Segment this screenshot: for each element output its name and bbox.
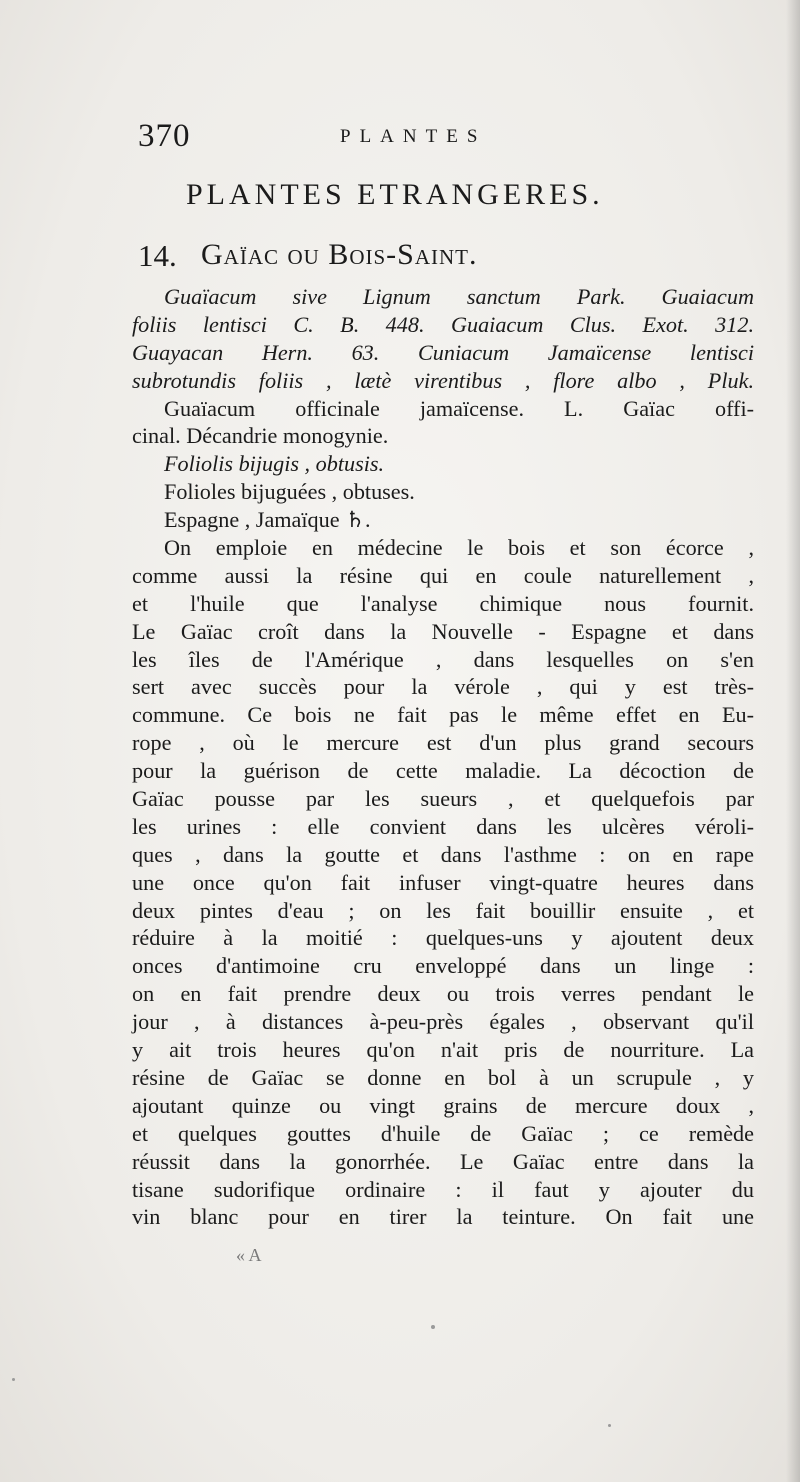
entry-number: 14. — [138, 238, 177, 273]
body-line: commune. Ce bois ne fait pas le même effet en Eu- — [132, 702, 754, 728]
body-line: ajoutant quinze ou vingt grains de mercure doux , — [132, 1092, 754, 1118]
paper-speck — [608, 1424, 611, 1427]
section-title: PLANTES ETRANGERES. — [186, 178, 604, 211]
body-line: deux pintes d'eau ; on les fait bouillir ensuite , et — [132, 897, 754, 923]
body-line: sert avec succès pour la vérole , qui y est très- — [132, 674, 754, 700]
paper-speck — [12, 1378, 15, 1381]
page-number: 370 — [138, 118, 191, 154]
catchword: « A — [236, 1245, 262, 1265]
body-line: comme aussi la résine qui en coule naturellement , — [132, 562, 754, 588]
running-title: PLANTES — [340, 126, 487, 147]
body-line: réussit dans la gonorrhée. Le Gaïac entre dans la — [132, 1148, 754, 1174]
page-edge-shadow — [786, 0, 800, 1482]
body-line: on en fait prendre deux ou trois verres pendant le — [132, 981, 754, 1007]
body-line: les urines : elle convient dans les ulcères véroli- — [132, 813, 754, 839]
body-line: résine de Gaïac se donne en bol à un scrupule , y — [132, 1064, 754, 1090]
body-line: cinal. Décandrie monogynie. — [132, 423, 389, 449]
body-line: Folioles bijuguées , obtuses. — [164, 479, 415, 505]
body-line: réduire à la moitié : quelques-uns y ajoutent deux — [132, 925, 754, 951]
body-line: y ait trois heures qu'on n'ait pris de nourriture. La — [132, 1037, 754, 1063]
body-line: pour la guérison de cette maladie. La décoction de — [132, 758, 754, 784]
body-line: onces d'antimoine cru enveloppé dans un linge : — [132, 953, 754, 979]
running-head — [138, 118, 698, 158]
body-line: Guaïacum sive Lignum sanctum Park. Guaiacum — [164, 284, 754, 309]
body-line: On emploie en médecine le bois et son écorce , — [164, 535, 754, 561]
body-line: foliis lentisci C. B. 448. Guaiacum Clus. Exot. 312. — [132, 311, 754, 337]
body-line: rope , où le mercure est d'un plus grand secours — [132, 730, 754, 756]
body-line: Gaïac pousse par les sueurs , et quelquefois par — [132, 786, 754, 812]
body-line: et l'huile que l'analyse chimique nous fournit. — [132, 590, 754, 616]
body-line: ques , dans la goutte et dans l'asthme : on en rape — [132, 841, 754, 867]
body-line: vin blanc pour en tirer la teinture. On fait une — [132, 1204, 754, 1230]
body-line: subrotundis foliis , lætè virentibus , flore albo , Pluk. — [132, 367, 754, 393]
entry-name: Gaïac ou Bois-Saint. — [201, 238, 478, 271]
paper-speck — [431, 1325, 435, 1329]
body-line: jour , à distances à-peu-près égales , observant qu'il — [132, 1009, 754, 1035]
body-line: Le Gaïac croît dans la Nouvelle - Espagne et dans — [132, 618, 754, 644]
body-line: les îles de l'Amérique , dans lesquelles on s'en — [132, 646, 754, 672]
body-line: tisane sudorifique ordinaire : il faut y ajouter du — [132, 1176, 754, 1202]
body-line: une once qu'on fait infuser vingt-quatre heures dans — [132, 869, 754, 895]
body-line: Espagne , Jamaïque ♄. — [164, 507, 371, 533]
body-line: Guayacan Hern. 63. Cuniacum Jamaïcense lentisci — [132, 339, 754, 365]
body-line: et quelques gouttes d'huile de Gaïac ; ce remède — [132, 1120, 754, 1146]
body-line: Foliolis bijugis , obtusis. — [164, 451, 385, 477]
body-line: Guaïacum officinale jamaïcense. L. Gaïac offi- — [164, 395, 754, 421]
body-text — [132, 283, 754, 1231]
